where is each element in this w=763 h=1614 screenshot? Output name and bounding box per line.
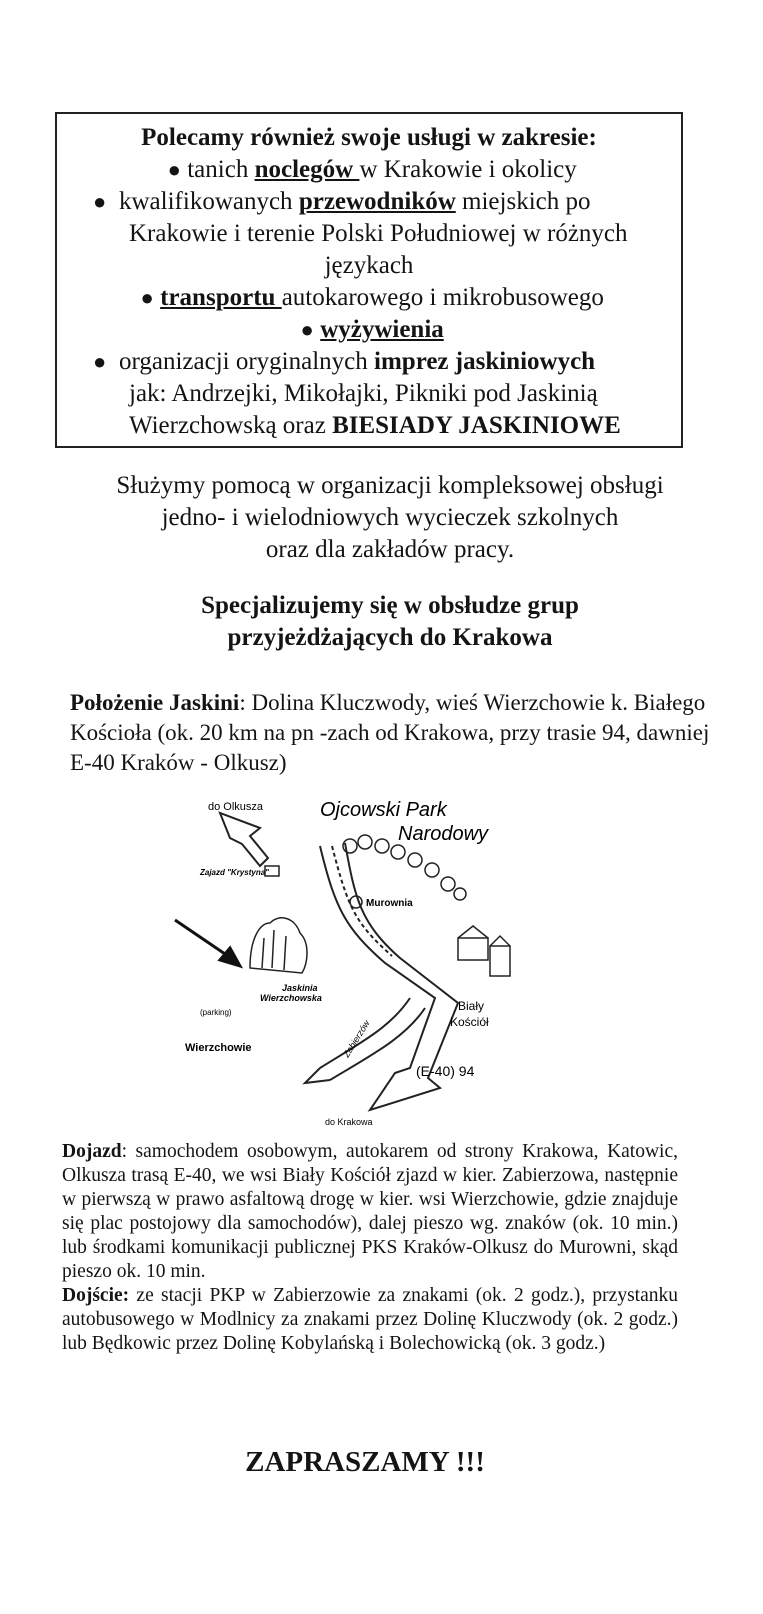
service-item-guides-line2: Krakowie i terenie Polski Południowej w różnych: [129, 220, 628, 247]
label-park-line1: Ojcowski Park: [320, 799, 447, 821]
label-jaskinia-line2: Wierzchowska: [260, 993, 322, 1003]
service-item-lodging: ● tanich noclegów w Krakowie i okolicy: [57, 154, 681, 186]
bullet-icon: ●: [300, 317, 314, 342]
label-murownia: Murownia: [366, 898, 413, 909]
label-wierzchowie: Wierzchowie: [185, 1042, 252, 1054]
label-zabierzow: Zabierzów: [341, 1018, 372, 1060]
bus-stop-icon: [350, 896, 362, 908]
service-item-events-line2: jak: Andrzejki, Mikołajki, Pikniki pod Jaskinią: [129, 380, 598, 407]
services-box: [55, 112, 683, 448]
cave-rock-icon: [250, 918, 307, 973]
label-parking: (parking): [200, 1008, 232, 1017]
services-heading: Polecamy również swoje usługi w zakresie:: [141, 124, 597, 151]
label-bialy: Biały: [458, 999, 485, 1013]
location-paragraph: Położenie Jaskini: Dolina Kluczwody, wieś Wierzchowie k. Białego Kościoła (ok. 20 km na pn -zach od Krakowa, przy trasie 94, dawniej E-40 Kraków - Olkusz): [70, 690, 710, 775]
directions-car: Dojazd: samochodem osobowym, autokarem od strony Krakowa, Katowic, Olkusza trasą E-40, we wsi Biały Kościół zjazd w kier. Zabierzowa, następnie w pierwszą w prawo asfaltową drogę w kier. wsi Wierzchowie, gdzie znajduje się plac postojowy dla samochodów), dalej pieszo wg. znaków (ok. 10 min.) lub środkami komunikacji publicznej PKS Kraków-Olkusz do Murowni, skąd pieszo ok. 10 min.: [62, 1141, 678, 1282]
service-item-events: ● organizacji oryginalnych imprez jaskiniowych: [57, 346, 681, 378]
directions-section: [62, 1140, 678, 1356]
service-item-guides-line3: językach: [324, 252, 414, 279]
label-zajazd: Zajazd "Krystyna": [200, 868, 269, 877]
service-item-catering: ● wyżywienia: [57, 314, 681, 346]
pointer-arrow-icon: [175, 920, 240, 966]
label-jaskinia-line1: Jaskinia: [282, 983, 318, 993]
service-item-events-line3: Wierzchowską oraz BIESIADY JASKINIOWE: [129, 412, 621, 439]
service-item-transport: ● transportu autokarowego i mikrobusowego: [57, 282, 681, 314]
closing-invitation: ZAPRASZAMY !!!: [245, 1446, 485, 1478]
label-park-line2: Narodowy: [398, 823, 489, 845]
specialization-heading: Specjalizujemy się w obsłudze grup przyjeżdżających do Krakowa: [201, 592, 579, 651]
bullet-icon: ●: [93, 349, 107, 374]
side-road: [305, 998, 425, 1083]
label-road-number: (E-40) 94: [416, 1063, 475, 1079]
help-paragraph: Służymy pomocą w organizacji kompleksowej obsługi jedno- i wielodniowych wycieczek szkolnych oraz dla zakładów pracy.: [116, 472, 664, 563]
label-kosciol: Kościół: [450, 1015, 489, 1029]
bullet-icon: ●: [93, 189, 107, 214]
directions-walk: Dojście: ze stacji PKP w Zabierzowie za znakami (ok. 2 godz.), przystanku autobusowego w Modlnicy za znakami przez Dolinę Kluczwody (ok. 2 godz.) lub Będkowic przez Dolinę Kobylańską i Bolechowicką (ok. 3 godz.): [62, 1285, 678, 1354]
bullet-icon: ●: [167, 157, 181, 182]
bullet-icon: ●: [140, 285, 154, 310]
service-item-guides: ● kwalifikowanych przewodników miejskich po: [57, 186, 681, 218]
olkusz-arrow-icon: [220, 813, 268, 866]
route-map: [170, 798, 570, 1128]
label-do-olkusza: do Olkusza: [208, 801, 264, 813]
label-do-krakowa: do Krakowa: [325, 1117, 373, 1127]
church-icon: [458, 926, 510, 976]
